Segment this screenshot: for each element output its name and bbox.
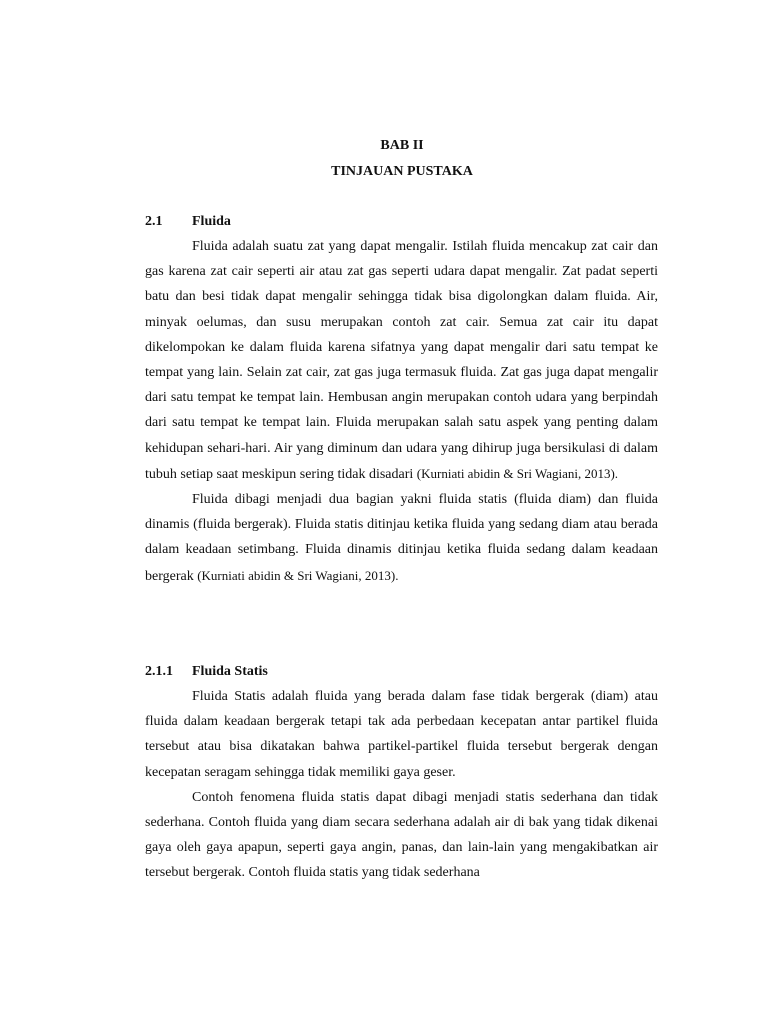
paragraph-text: Contoh fenomena fluida statis dapat dibagi menjadi statis sederhana dan tidak sederhana. Contoh fluida yang diam secara sederhana adalah air di bak yang tidak dikenai gaya oleh gaya apapun, seperti gaya angin, panas, dan lain-lain yang mengakibatkan air tersebut bergerak. Contoh fluida statis yang tidak sederhana — [145, 789, 658, 881]
paragraph-text: Fluida Statis adalah fluida yang berada dalam fase tidak bergerak (diam) atau fluida dalam keadaan bergerak tetapi tak ada perbedaan kecepatan antar partikel fluida tersebut atau bisa dikatakan bahwa partikel-partikel fluida tersebut bergerak dengan kecepatan seragam sehingga tidak memiliki gaya geser. — [145, 689, 658, 780]
paragraph-text: Fluida dibagi menjadi dua bagian yakni fluida statis (fluida diam) dan fluida dinamis (fluida bergerak). Fluida statis ditinjau ketika fluida yang sedang diam atau berada dalam keadaan setimbang. Fluida dinamis ditinjau ketika fluida sedang dalam keadaan bergerak — [145, 492, 658, 584]
paragraph — [145, 785, 658, 886]
section-heading-2-1-1 — [145, 664, 268, 680]
section-title: Fluida — [192, 214, 231, 229]
section-number: 2.1.1 — [145, 664, 173, 679]
chapter-label: BAB II — [380, 138, 424, 153]
section-body-2-1 — [145, 234, 658, 589]
section-title: Fluida Statis — [192, 664, 268, 679]
citation: (Kurniati abidin & Sri Wagiani, 2013). — [197, 567, 399, 583]
chapter-title: TINJAUAN PUSTAKA — [331, 164, 473, 179]
section-number: 2.1 — [145, 214, 163, 229]
paragraph-text: Fluida adalah suatu zat yang dapat mengalir. Istilah fluida mencakup zat cair dan gas karena zat cair seperti air atau zat gas seperti udara dapat mengalir. Zat padat seperti batu dan besi tidak dapat mengalir sehingga tidak bisa digolongkan dalam fluida. Air, minyak oelumas, dan susu merupakan contoh zat cair. Semua zat cair itu dapat dikelompokan ke dalam fluida karena sifatnya yang dapat mengalir dari satu tempat ke tempat yang lain. Selain zat cair, zat gas juga termasuk fluida. Zat gas juga dapat mengalir dari satu tempat ke tempat lain. Hembusan angin merupakan contoh udara yang berpindah dari satu tempat ke tempat lain. Fluida merupakan salah satu aspek yang penting dalam kehidupan sehari-hari. Air yang diminum dan udara yang dihirup juga bersikulasi di dalam tubuh setiap saat meskipun sering tidak disadari — [145, 239, 658, 482]
paragraph — [145, 234, 658, 487]
section-heading-2-1 — [145, 214, 231, 230]
citation: (Kurniati abidin & Sri Wagiani, 2013). — [416, 465, 619, 481]
paragraph — [145, 684, 658, 785]
paragraph — [145, 487, 658, 589]
section-body-2-1-1 — [145, 684, 658, 886]
